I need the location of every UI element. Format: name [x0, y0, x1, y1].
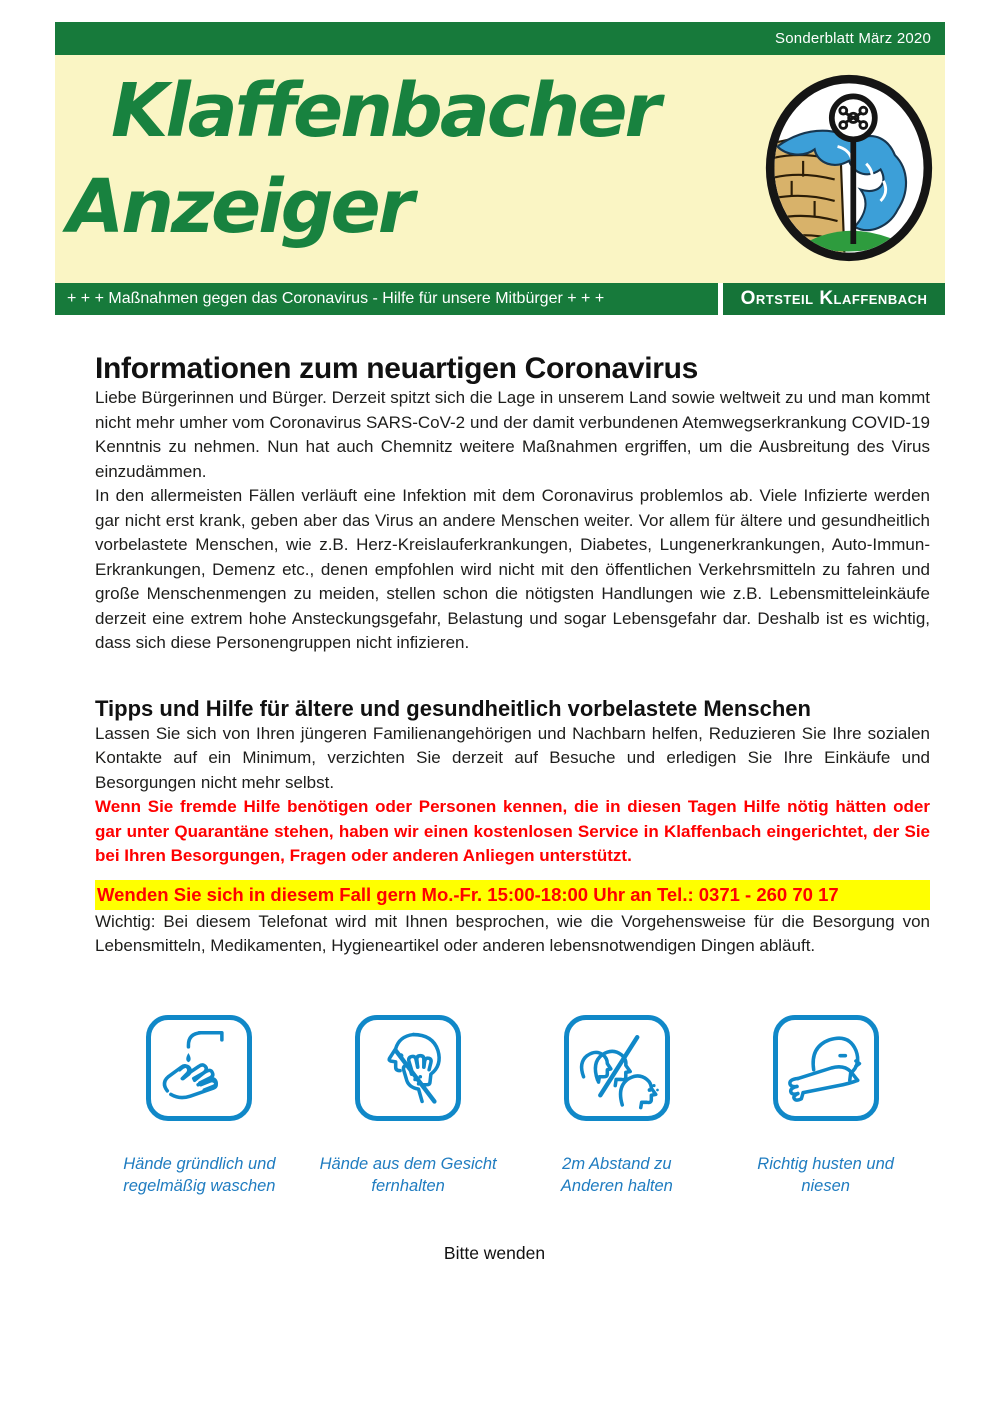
wash-hands-icon: [155, 1024, 243, 1112]
ticker-bar: [55, 283, 945, 315]
tip-box: [355, 1015, 461, 1121]
hands-off-face-icon: [364, 1024, 452, 1112]
newsletter-page: [0, 22, 989, 1422]
tip-keep-distance: [513, 1015, 722, 1197]
turn-page-note: Bitte wenden: [443, 1242, 546, 1263]
title-line-2: Anzeiger: [67, 164, 412, 250]
tip-box: [773, 1015, 879, 1121]
ticker-headline: + + + Maßnahmen gegen das Coronavirus - Hilfe für unsere Mitbürger + + +: [55, 283, 718, 315]
hotline-highlight: Wenden Sie sich in diesem Fall gern Mo.-Fr. 15:00-18:00 Uhr an Tel.: 0371 - 260 70 17: [95, 880, 930, 910]
tip-wash-hands: [95, 1015, 304, 1197]
tip-caption: 2m Abstand zu Anderen halten: [560, 1154, 673, 1195]
klaffenbach-crest-logo: [763, 73, 935, 263]
keep-distance-icon: [573, 1024, 661, 1112]
paragraph-risk-groups: In den allermeisten Fällen verläuft eine Infektion mit dem Coronavirus problemlos ab. Viele Infizierte werden gar nicht erst krank, geben aber das Virus an andere Menschen weiter. Vor allem für ältere und gesundheitlich vorbelastete Menschen, wie z.B. Herz-Kreislauferkrankungen, Diabetes, Lungenerkrankungen, Auto-Immun-Erkrankungen, Demenz etc., denen empfohlen wird nicht mit den öffentlichen Verkehrsmitteln zu fahren und große Menschenmengen zu meiden, stellen schon die nötigsten Handlungen wie z.B. Lebensmitteleinkäufe derzeit eine extrem hohe Ansteckungsgefahr, Belastung und sogar Lebensgefahr dar. Deshalb ist es wichtig, dass sich diese Personengruppen nicht infizieren.: [95, 486, 930, 652]
masthead: [55, 55, 945, 283]
tip-box: [146, 1015, 252, 1121]
paragraph-important: Wichtig: Bei diesem Telefonat wird mit Ihnen besprochen, wie die Vorgehensweise für die Besorgung von Lebensmitteln, Medikamenten, Hygieneartikel oder anderen lebensnotwendigen Dingen abläuft.: [95, 911, 930, 955]
tip-caption: Hände aus dem Gesicht fernhalten: [319, 1154, 497, 1195]
tip-box: [564, 1015, 670, 1121]
article: [95, 352, 930, 1197]
paragraph-service-alert: Wenn Sie fremde Hilfe benötigen oder Personen kennen, die in diesen Tagen Hilfe nötig hätten oder gar unter Quarantäne stehen, haben wir einen kostenlosen Service in Klaffenbach eingerichtet, der Sie bei Ihren Besorgungen, Fragen oder anderen Anliegen unterstützt.: [95, 797, 930, 865]
tip-caption: Hände gründlich und regelmäßig waschen: [123, 1154, 276, 1195]
article-heading: Informationen zum neuartigen Coronavirus: [95, 352, 699, 385]
issue-label: Sonderblatt März 2020: [775, 30, 931, 47]
tip-caption: Richtig husten und niesen: [757, 1154, 894, 1195]
header: [55, 22, 945, 315]
title-line-1: Klaffenbacher: [111, 68, 659, 154]
tip-hands-off-face: [304, 1015, 513, 1197]
hygiene-tips-row: [95, 1015, 930, 1197]
district-label: Ortsteil Klaffenbach: [723, 283, 945, 315]
paragraph-tips: Lassen Sie sich von Ihren jüngeren Familienangehörigen und Nachbarn helfen, Reduzieren Sie Ihre sozialen Kontakte auf ein Minimum, verzichten Sie derzeit auf Besuche und erledigen Sie Ihre Einkäufe und Besorgungen nicht mehr selbst.: [95, 723, 930, 792]
cough-sneeze-icon: [782, 1024, 870, 1112]
tip-cough-sneeze: [721, 1015, 930, 1197]
article-subheading: Tipps und Hilfe für ältere und gesundheitlich vorbelastete Menschen: [95, 695, 811, 721]
paragraph-intro: Liebe Bürgerinnen und Bürger. Derzeit spitzt sich die Lage in unserem Land sowie weltweit zu und man kommt nicht mehr umher vom Coronavirus SARS-CoV-2 und der damit verbundenen Atemwegserkrankung COVID-19 Kenntnis zu nehmen. Nun hat auch Chemnitz weitere Maßnahmen ergriffen, um die Ausbreitung des Virus einzudämmen.: [95, 388, 930, 481]
issue-bar: [55, 22, 945, 55]
